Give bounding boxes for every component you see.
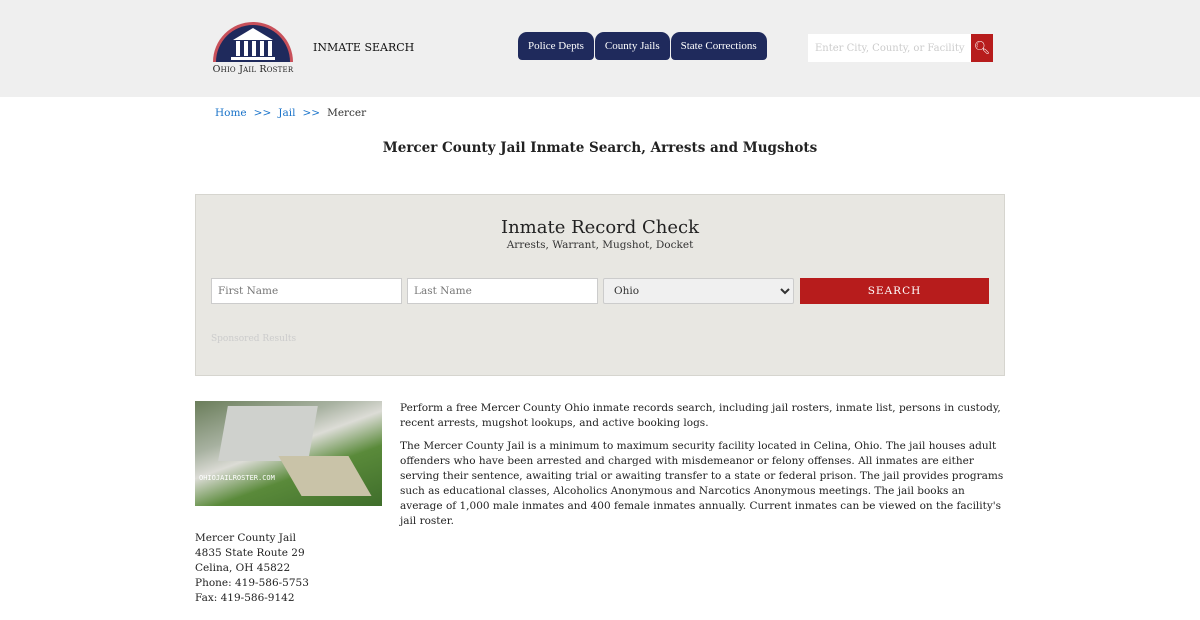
record-check-subtitle: Arrests, Warrant, Mugshot, Docket (506, 239, 694, 251)
inmate-record-check (195, 194, 1005, 376)
jail-city: Celina, OH 45822 (195, 562, 291, 574)
jail-name: Mercer County Jail (195, 532, 296, 544)
nav-county-jails[interactable]: County Jails (595, 32, 670, 60)
jail-address (195, 531, 309, 606)
jail-photo (195, 401, 382, 506)
jail-fax: Fax: 419-586-9142 (195, 592, 295, 604)
site-header (0, 0, 1200, 97)
search-icon[interactable]: 🔍︎ (971, 34, 993, 62)
breadcrumb-home[interactable]: Home (215, 107, 247, 119)
breadcrumb-jail[interactable]: Jail (278, 107, 296, 119)
sponsored-results: Sponsored Results (211, 334, 297, 344)
nav-police-depts[interactable]: Police Depts (518, 32, 594, 60)
logo-text: Ohio Jail Roster (212, 64, 294, 75)
jail-street: 4835 State Route 29 (195, 547, 305, 559)
record-check-title: Inmate Record Check (500, 217, 700, 238)
photo-watermark: OHIOJAILROSTER.COM (199, 474, 275, 482)
courthouse-logo-icon (207, 20, 299, 64)
breadcrumb-current: Mercer (327, 107, 367, 119)
state-select[interactable] (603, 278, 794, 304)
site-search (808, 34, 993, 62)
jail-phone: Phone: 419-586-5753 (195, 577, 309, 589)
description-paragraph: The Mercer County Jail is a minimum to maximum security facility located in Celina, Ohio. The jail houses adult offenders who have been arrested and charged with misdemeanor or felony offenses. All inmates are either serving their sentence, awaiting trial or awaiting transfer to a state or federal prison. The jail provides programs such as educational classes, Alcoholics Anonymous and Narcotics Anonymous meetings. The jail books an average of 1,000 male inmates and 400 female inmates annually. Current inmates can be viewed on the facility's jail roster. (400, 440, 1004, 527)
first-name-input[interactable] (211, 278, 402, 304)
site-search-input[interactable] (808, 34, 971, 62)
description-paragraph: Perform a free Mercer County Ohio inmate records search, including jail rosters, inmate list, persons in custody, recent arrests, mugshot lookups, and active booking logs. (400, 402, 1001, 429)
last-name-input[interactable] (407, 278, 598, 304)
page-title: Mercer County Jail Inmate Search, Arrests and Mugshots (382, 140, 818, 156)
search-button[interactable]: SEARCH (800, 278, 989, 304)
breadcrumb-separator: >> (253, 107, 272, 119)
main-nav (518, 32, 768, 60)
breadcrumb (215, 107, 366, 119)
inmate-search-link[interactable]: INMATE SEARCH (313, 41, 415, 54)
nav-state-corrections[interactable]: State Corrections (671, 32, 767, 60)
breadcrumb-separator: >> (302, 107, 321, 119)
site-logo[interactable] (207, 20, 299, 78)
jail-description (400, 401, 1010, 537)
